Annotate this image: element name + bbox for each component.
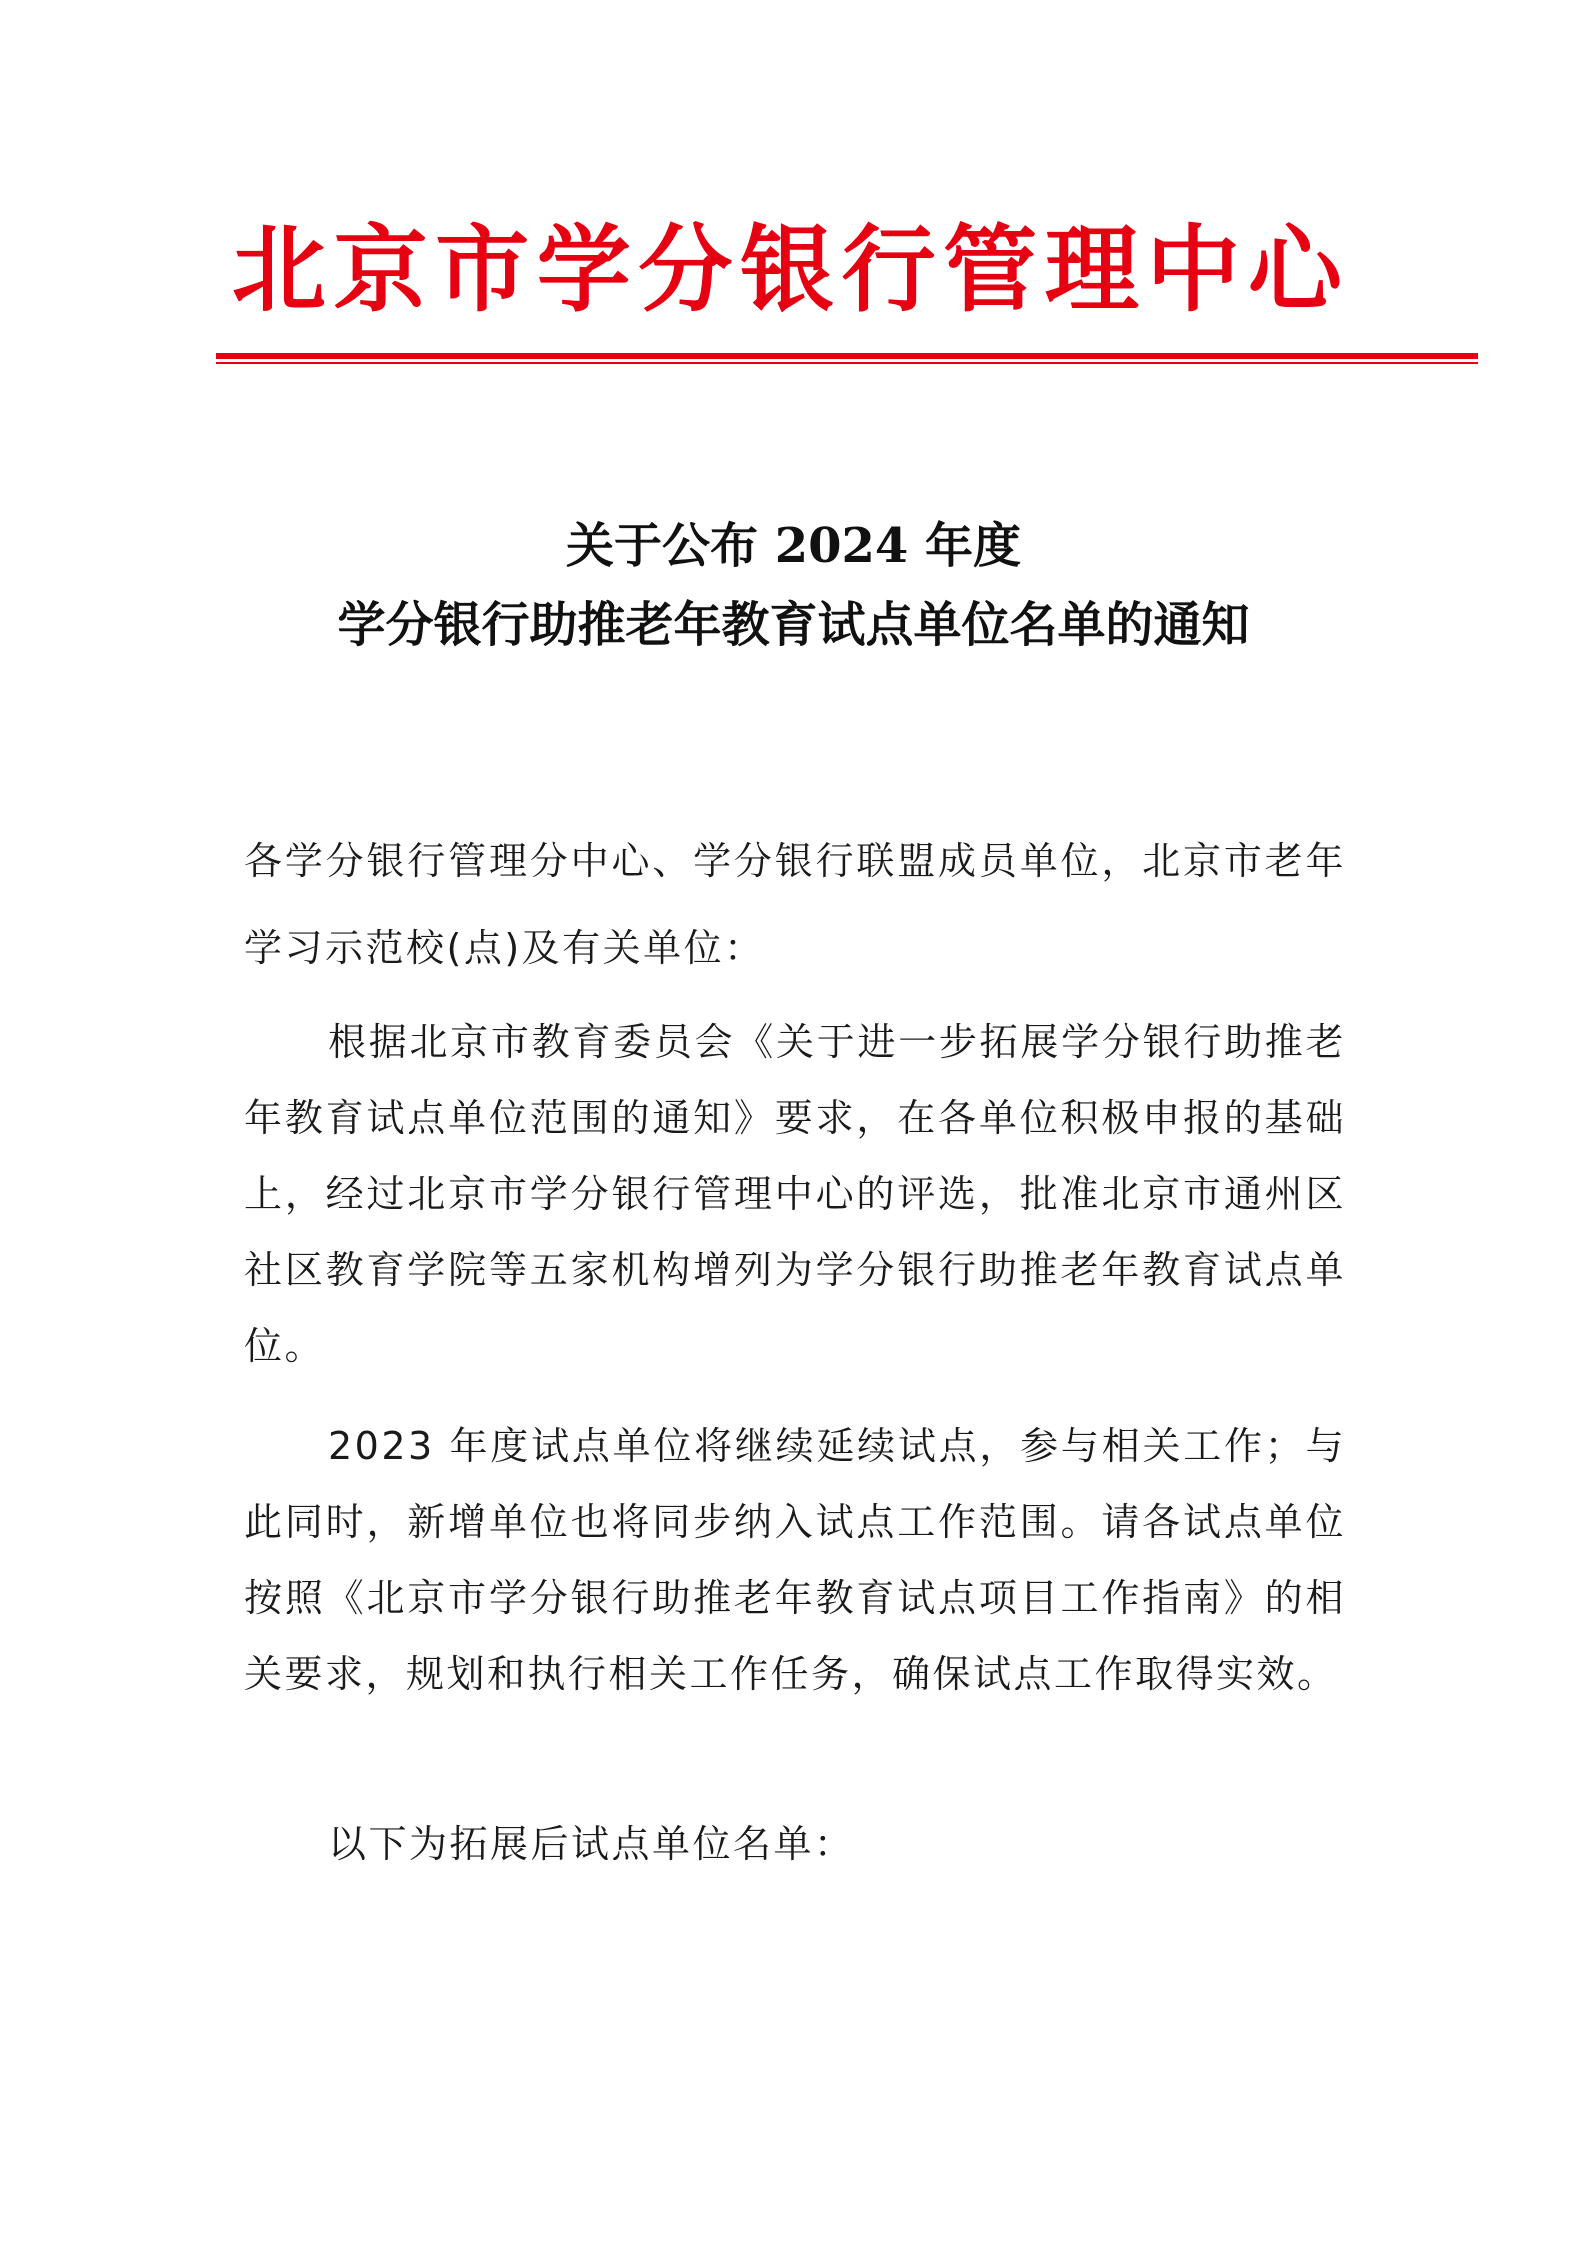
body-paragraph-2: 2023 年度试点单位将继续延续试点，参与相关工作；与此同时，新增单位也将同步纳入试点工作范围。请各试点单位按照《北京市学分银行助推老年教育试点项目工作指南》的相关要求，规划和执行相关工作任务，确保试点工作取得实效。: [244, 1424, 1346, 1696]
letterhead-org-name: [232, 205, 1342, 335]
letterhead-char: 京: [333, 215, 428, 325]
letterhead-divider-thick: [216, 353, 1478, 359]
letterhead-divider-thin: [216, 362, 1478, 364]
letterhead-char: 北: [232, 215, 327, 325]
addressee-paragraph: 各学分银行管理分中心、学分银行联盟成员单位，北京市老年学习示范校(点)及有关单位：: [244, 839, 1346, 970]
letterhead-char: 理: [1044, 215, 1139, 325]
letterhead-char: 银: [739, 215, 834, 325]
letterhead-char: 分: [638, 215, 733, 325]
letterhead-char: 心: [1247, 215, 1342, 325]
body-paragraph-1: 根据北京市教育委员会《关于进一步拓展学分银行助推老年教育试点单位范围的通知》要求，在各单位积极申报的基础上，经过北京市学分银行管理中心的评选，批准北京市通州区社区教育学院等五家机构增列为学分银行助推老年教育试点单位。: [244, 1020, 1346, 1368]
body-paragraph-3: 以下为拓展后试点单位名单：: [328, 1822, 855, 1866]
letterhead-char: 行: [841, 215, 936, 325]
letterhead-char: 学: [536, 215, 631, 325]
letterhead-char: 管: [943, 215, 1038, 325]
document-title-line-1: 关于公布 2024 年度: [565, 518, 1022, 574]
letterhead-char: 中: [1146, 215, 1241, 325]
document-title-line-2: 学分银行助推老年教育试点单位名单的通知: [337, 597, 1250, 653]
letterhead-char: 市: [435, 215, 530, 325]
